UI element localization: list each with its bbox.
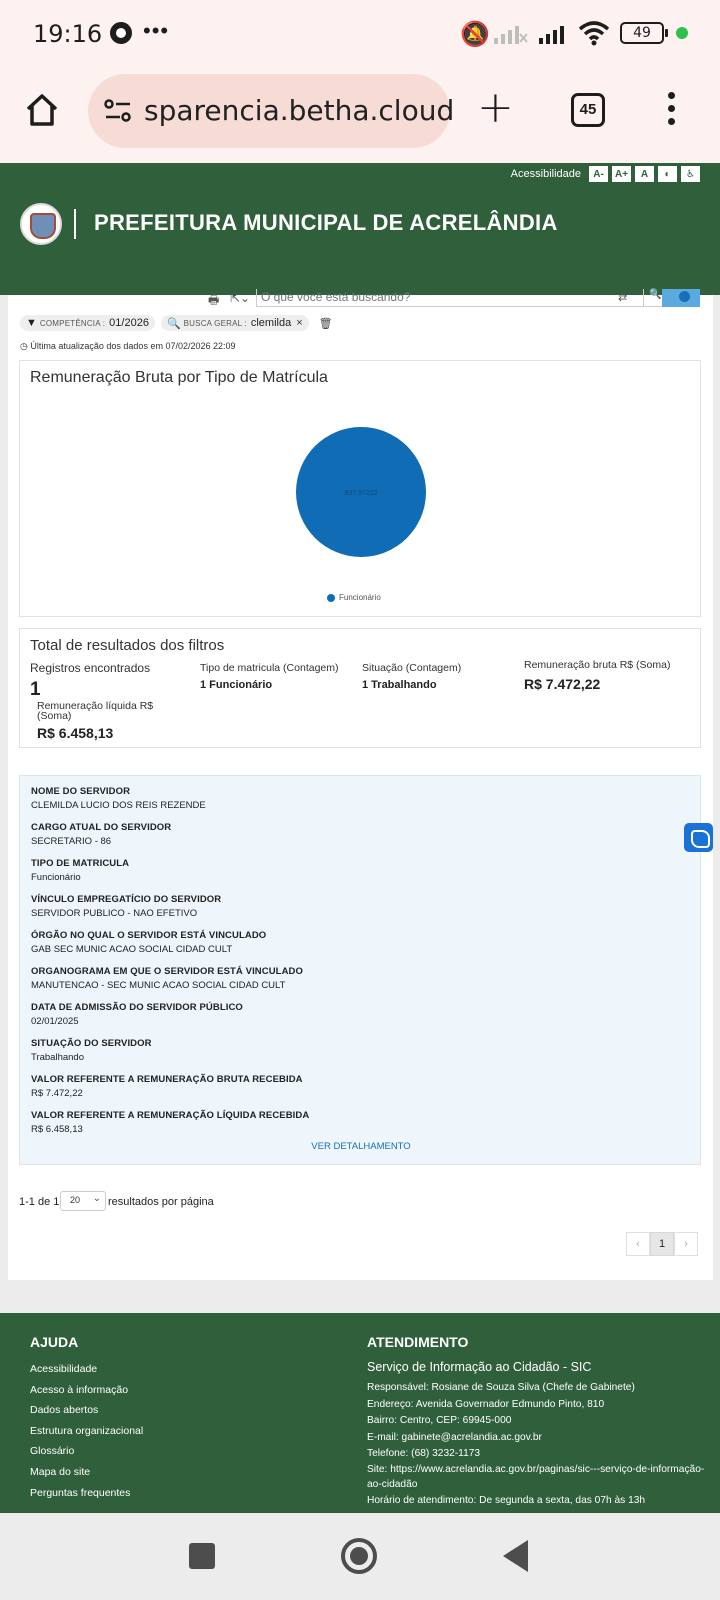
browser-menu-icon[interactable] — [668, 92, 676, 131]
record-field-label: CARGO ATUAL DO SERVIDOR — [31, 822, 172, 833]
per-page-select[interactable] — [60, 1191, 106, 1211]
back-button[interactable] — [503, 1540, 528, 1572]
footer-link[interactable]: Mapa do site — [30, 1466, 91, 1478]
footer-link[interactable]: Estrutura organizacional — [30, 1424, 144, 1437]
record-field-value: GAB SEC MUNIC ACAO SOCIAL CIDAD CULT — [31, 944, 233, 955]
record-field-value: Trabalhando — [31, 1052, 84, 1063]
signal-weak-icon — [494, 24, 528, 46]
record-field — [31, 930, 266, 955]
header-divider — [74, 209, 76, 239]
battery-icon: 49 — [620, 22, 664, 44]
record-field-value: SECRETARIO - 86 — [31, 836, 112, 847]
service-info-line: Horário de atendimento: De segunda a sexta, das 07h às 13h — [367, 1495, 646, 1506]
service-heading: ATENDIMENTO — [367, 1334, 469, 1350]
filter-chip-value: 01/2026 — [109, 317, 149, 329]
libras-translator-button[interactable] — [684, 823, 713, 852]
footer-link[interactable]: Perguntas frequentes — [30, 1486, 131, 1499]
record-field — [31, 858, 129, 883]
footer-link[interactable]: Dados abertos — [30, 1404, 99, 1417]
print-icon[interactable]: 🖶 — [208, 293, 220, 307]
filter-chip-value: clemilda — [250, 317, 292, 329]
service-info-line: Responsável: Rosiane de Souza Silva (Chefe de Gabinete) — [367, 1382, 635, 1393]
record-field-value: Funcionário — [31, 872, 81, 883]
last-updated-text: Última atualização dos dados em 07/02/2026 22:09 — [30, 341, 236, 351]
clear-filters-icon[interactable]: 🗑 — [318, 317, 333, 330]
filter-button[interactable] — [662, 289, 700, 307]
chart-legend[interactable] — [327, 593, 381, 602]
tipo-value: 1 Funcionário — [200, 679, 273, 691]
browser-toolbar — [0, 74, 720, 150]
search-button[interactable]: 🔍 — [644, 289, 668, 307]
record-field — [31, 786, 206, 811]
bruta-label: Remuneração bruta R$ (Soma) — [524, 659, 671, 671]
font-reset-button[interactable]: A — [635, 166, 654, 182]
record-field-label: ORGANOGRAMA EM QUE O SERVIDOR ESTÁ VINCULADO — [31, 966, 303, 977]
url-bar[interactable] — [88, 74, 455, 148]
record-field-label: DATA DE ADMISSÃO DO SERVIDOR PÚBLICO — [31, 1002, 243, 1013]
browser-chrome — [0, 0, 720, 163]
search-field[interactable] — [256, 289, 644, 307]
help-heading: AJUDA — [30, 1334, 79, 1350]
record-field — [31, 1002, 243, 1027]
service-info-line: E-mail: gabinete@acrelandia.ac.gov.br — [367, 1432, 542, 1443]
wifi-icon — [578, 20, 610, 46]
registros-value: 1 — [30, 679, 41, 700]
tab-switcher-button[interactable]: 45 — [571, 93, 605, 127]
soccer-ball-icon — [110, 22, 132, 44]
filter-chip-key: BUSCA GERAL : — [183, 318, 247, 328]
bruta-value: R$ 7.472,22 — [524, 676, 601, 692]
pagination — [626, 1232, 698, 1256]
next-page-button[interactable]: › — [674, 1232, 698, 1256]
record-card — [19, 775, 701, 1165]
record-field-label: VALOR REFERENTE A REMUNERAÇÃO LÍQUIDA RECEBIDA — [31, 1110, 310, 1121]
status-time: 19:16 — [33, 20, 103, 48]
contrast-button[interactable]: ◐ — [658, 166, 677, 182]
site-header — [0, 163, 720, 295]
signal-strong-icon — [539, 24, 571, 46]
record-field-label: VÍNCULO EMPREGATÍCIO DO SERVIDOR — [31, 894, 222, 905]
liquida-value: R$ 6.458,13 — [37, 725, 114, 741]
mute-icon: 🔕 — [460, 21, 490, 48]
record-field-value: 02/01/2025 — [31, 1016, 79, 1027]
prev-page-button[interactable]: ‹ — [626, 1232, 650, 1256]
record-field — [31, 894, 221, 919]
service-info-line: Site: https://www.acrelandia.ac.gov.br/paginas/sic---serviço-de-informação-ao-cidadão — [367, 1464, 705, 1490]
home-icon[interactable] — [24, 92, 60, 128]
active-filters — [20, 315, 333, 331]
more-notifications-icon: ••• — [143, 18, 170, 43]
chevron-down-icon: ⌄ — [92, 1193, 101, 1204]
legend-swatch — [327, 594, 335, 602]
accessibility-icon[interactable]: ♿ — [681, 166, 700, 182]
footer-link[interactable]: Acesso à informação — [30, 1383, 129, 1396]
home-button[interactable] — [341, 1538, 377, 1574]
footer-link[interactable]: Acessibilidade — [30, 1363, 98, 1375]
url-text: sparencia.betha.cloud — [144, 94, 455, 127]
last-updated — [20, 341, 236, 352]
record-field — [31, 1074, 303, 1099]
record-field — [31, 1110, 309, 1135]
chart-title: Remuneração Bruta por Tipo de Matrícula — [30, 369, 328, 386]
service-subtitle: Serviço de Informação ao Cidadão - SIC — [367, 1360, 592, 1374]
filter-chip-busca[interactable] — [161, 315, 309, 331]
clock-icon: ◷ — [20, 341, 28, 351]
filter-chip-competencia[interactable] — [20, 315, 155, 331]
android-nav-bar — [0, 1513, 720, 1600]
city-seal-logo[interactable] — [20, 203, 62, 245]
font-decrease-button[interactable]: A- — [589, 166, 608, 182]
registros-label: Registros encontrados — [30, 661, 151, 675]
record-field-value: SERVIDOR PUBLICO - NAO EFETIVO — [31, 908, 198, 919]
record-field-label: NOME DO SERVIDOR — [31, 786, 131, 797]
recents-button[interactable] — [189, 1543, 215, 1569]
service-info-line: Telefone: (68) 3232-1173 — [367, 1448, 481, 1459]
site-settings-icon[interactable] — [104, 98, 132, 124]
record-field — [31, 1038, 152, 1063]
record-field-value: R$ 7.472,22 — [31, 1088, 83, 1099]
record-field-value: CLEMILDA LUCIO DOS REIS REZENDE — [31, 800, 206, 811]
remove-filter-icon[interactable]: × — [296, 317, 303, 329]
export-icon[interactable]: ⇱⌄ — [230, 291, 251, 305]
camera-indicator-icon — [676, 27, 688, 39]
legend-label: Funcionário — [339, 593, 381, 602]
record-field-label: SITUAÇÃO DO SERVIDOR — [31, 1038, 152, 1049]
record-field — [31, 966, 303, 991]
status-bar — [0, 16, 720, 52]
pie-slice-label: 937,97222 — [344, 490, 378, 497]
service-info-line: Bairro: Centro, CEP: 69945-000 — [367, 1415, 512, 1426]
tipo-label: Tipo de matricula (Contagem) — [200, 662, 339, 674]
totals-panel — [19, 628, 701, 748]
advanced-filter-icon[interactable]: ⇄ — [618, 292, 628, 304]
search-toolbar — [8, 289, 713, 309]
search-input[interactable] — [261, 289, 601, 305]
accessibility-bar — [511, 166, 700, 182]
filter-icon: ▼ — [26, 317, 37, 329]
site-title[interactable]: PREFEITURA MUNICIPAL DE ACRELÂNDIA — [94, 210, 558, 235]
filter-chip-key: COMPETÊNCIA : — [39, 318, 106, 328]
record-field-label: VALOR REFERENTE A REMUNERAÇÃO BRUTA RECEBIDA — [31, 1074, 303, 1085]
pie-chart — [20, 361, 702, 618]
service-info-line: Endereço: Avenida Governador Edmundo Pinto, 810 — [367, 1399, 605, 1410]
record-field-label: TIPO DE MATRICULA — [31, 858, 130, 869]
record-field-value: MANUTENCAO - SEC MUNIC ACAO SOCIAL CIDAD CULT — [31, 980, 286, 991]
situacao-value: 1 Trabalhando — [362, 679, 437, 691]
liquida-label-sum: (Soma) — [37, 710, 72, 722]
per-page-value: 20 — [70, 1195, 81, 1205]
search-icon: 🔍 — [166, 317, 181, 330]
page-button-current[interactable]: 1 — [650, 1232, 674, 1256]
pagination-range: 1-1 de 1 — [19, 1196, 60, 1208]
record-field-label: ÓRGÃO NO QUAL O SERVIDOR ESTÁ VINCULADO — [31, 930, 267, 941]
per-page-label: resultados por página — [108, 1196, 214, 1208]
situacao-label: Situação (Contagem) — [362, 662, 462, 674]
view-details-link[interactable]: VER DETALHAMENTO — [311, 1141, 411, 1152]
main-content — [8, 289, 713, 1280]
new-tab-button[interactable]: + — [477, 82, 514, 133]
record-field-value: R$ 6.458,13 — [31, 1124, 83, 1135]
footer-link[interactable]: Glossário — [30, 1445, 75, 1458]
totals-title: Total de resultados dos filtros — [30, 637, 225, 654]
chart-panel — [19, 360, 701, 617]
font-increase-button[interactable]: A+ — [612, 166, 631, 182]
accessibility-label: Acessibilidade — [510, 168, 581, 180]
record-field — [31, 822, 171, 847]
liquida-label: Remuneração líquida R$ — [37, 700, 154, 712]
site-footer — [0, 1313, 720, 1513]
